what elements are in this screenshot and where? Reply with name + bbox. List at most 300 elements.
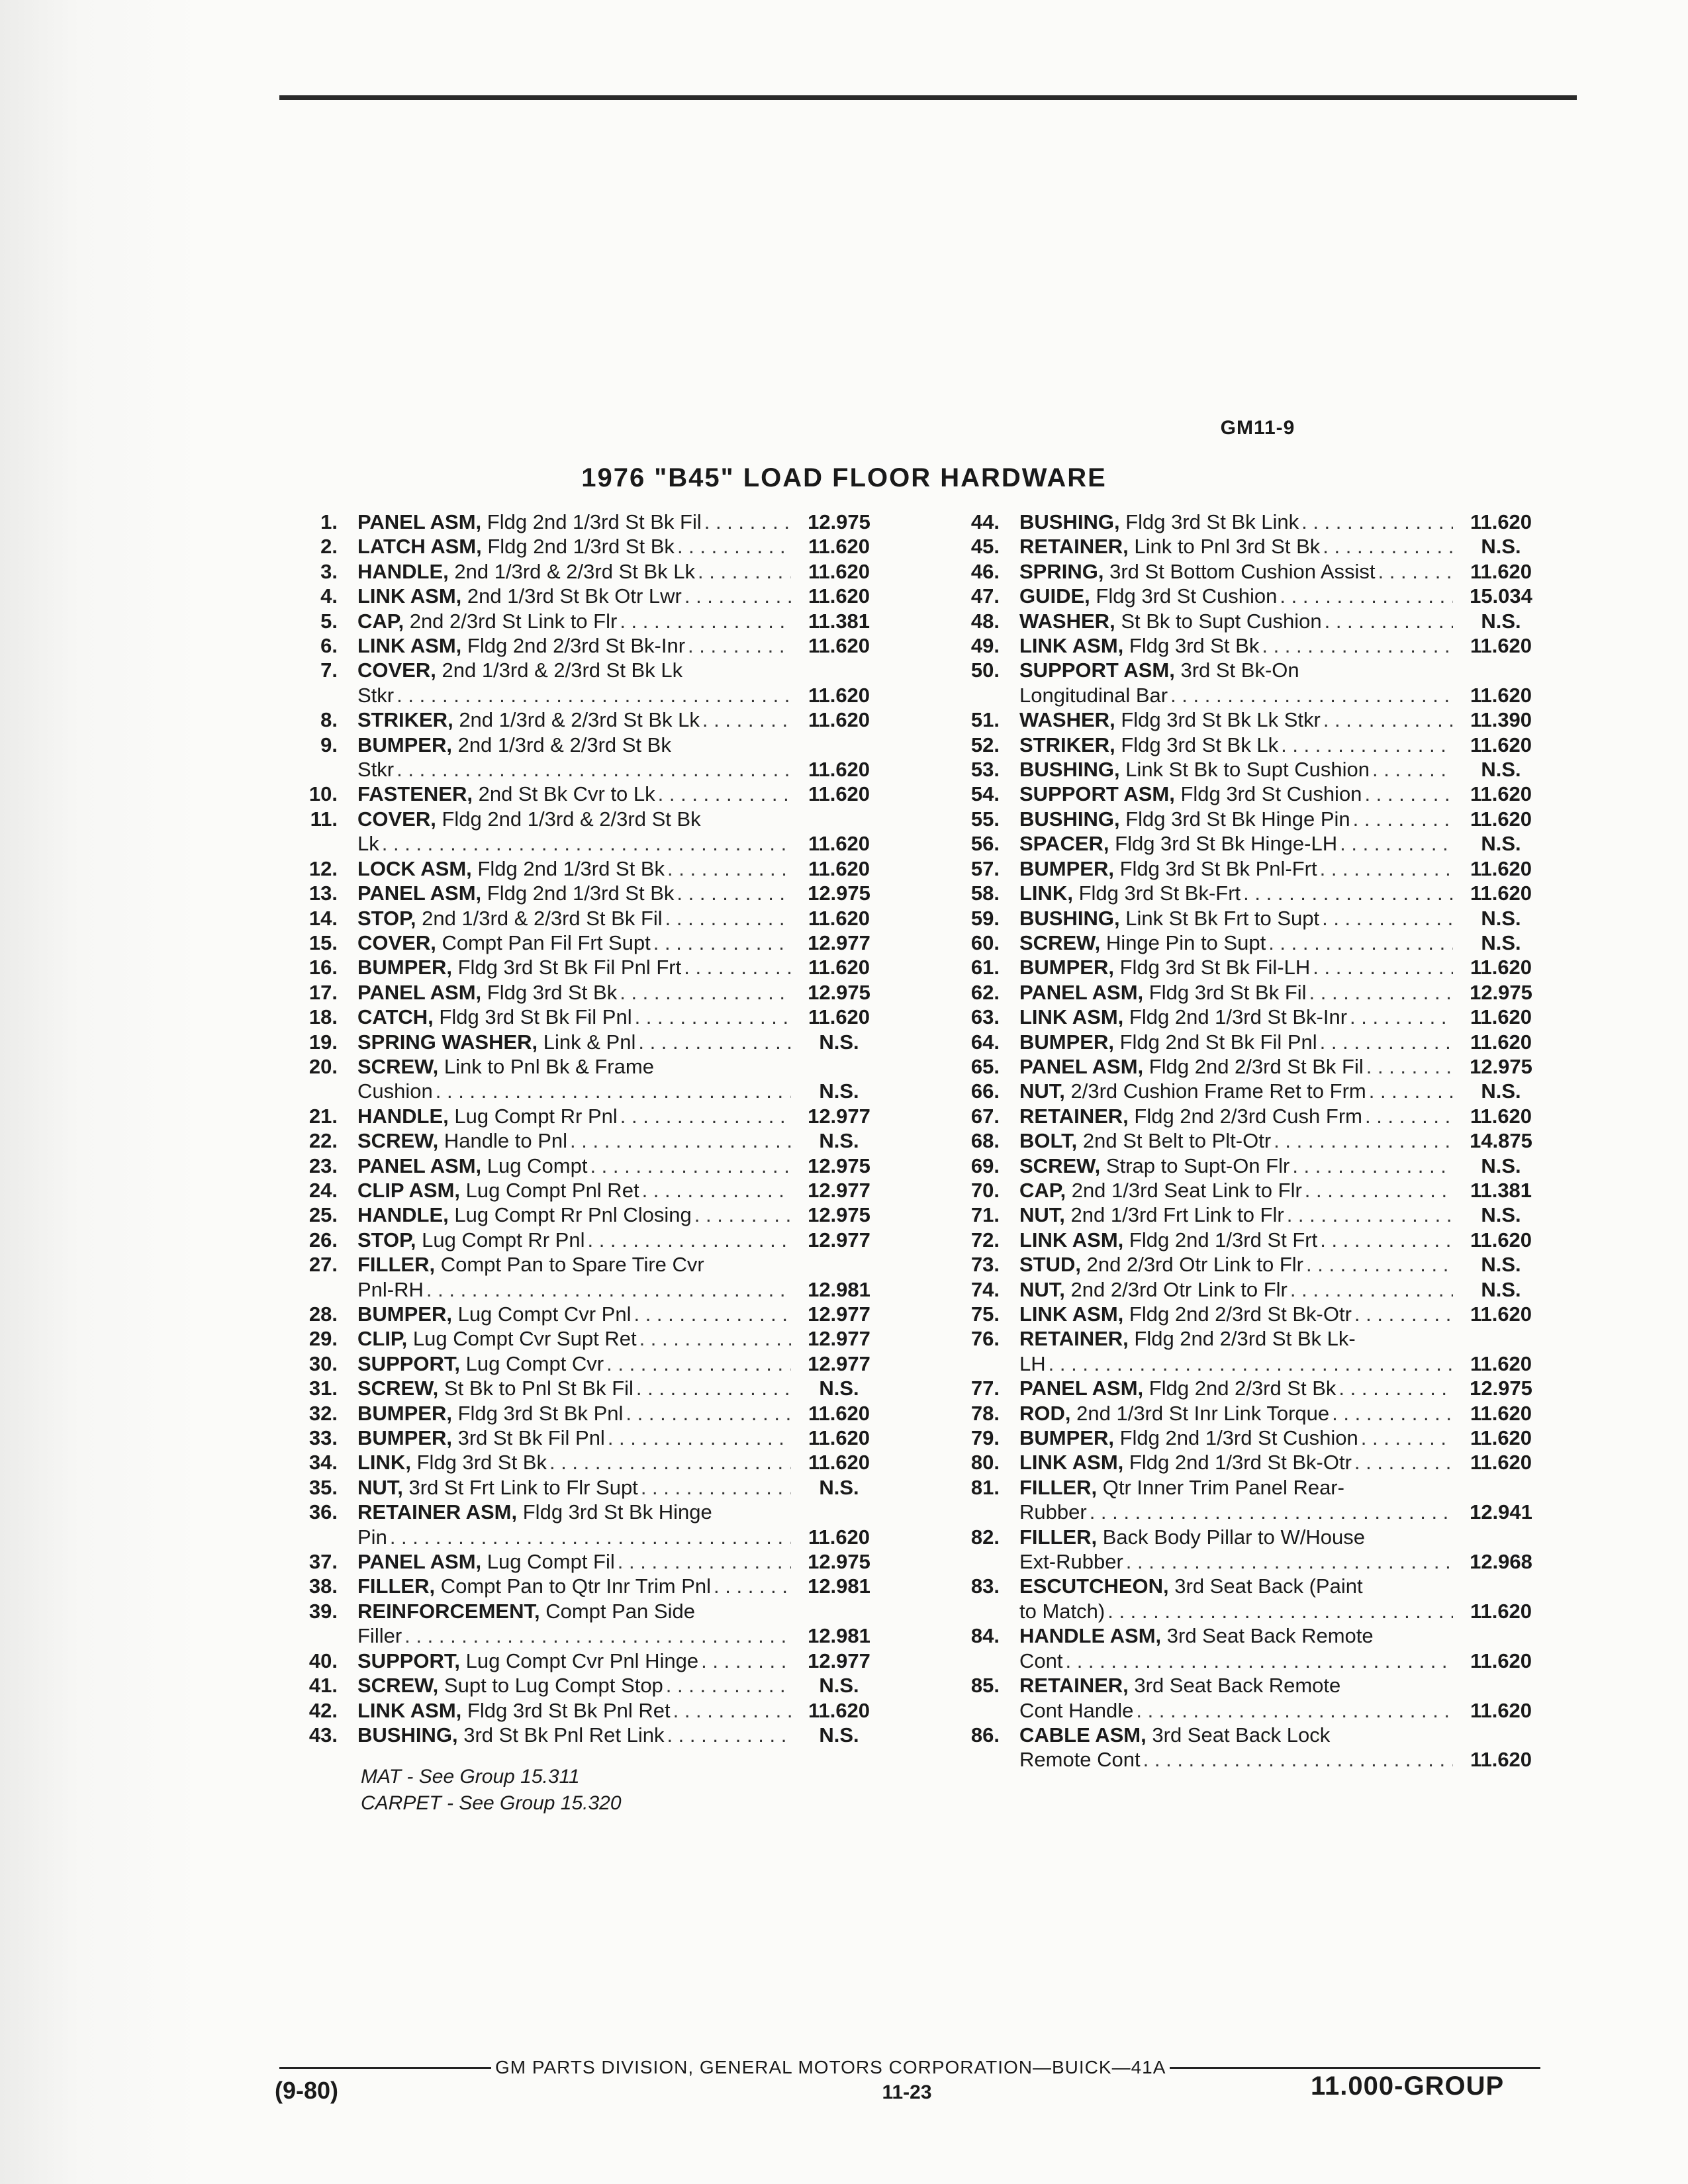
part-number: 31. — [308, 1377, 338, 1400]
part-line — [1019, 1574, 1549, 1598]
part-item — [947, 1154, 1549, 1178]
part-number: 21. — [308, 1104, 338, 1128]
leader-dots — [1141, 1747, 1453, 1772]
part-line — [357, 906, 887, 931]
part-line — [1019, 1401, 1549, 1426]
leader-dots — [1123, 1549, 1453, 1574]
part-desc: Fldg 2nd 1/3rd St Bk Fil — [487, 510, 702, 533]
part-text — [1019, 707, 1321, 732]
part-item — [285, 584, 887, 608]
part-item — [285, 1326, 887, 1351]
part-name: BUMPER, — [357, 1401, 452, 1425]
group-ref: 11.620 — [1470, 782, 1532, 806]
part-name: BUMPER, — [1019, 956, 1114, 979]
part-text — [1019, 1228, 1317, 1252]
part-name: PANEL ASM, — [357, 1154, 482, 1177]
part-name: SCREW, — [357, 1054, 439, 1078]
group-ref: 11.620 — [1470, 1030, 1532, 1054]
leader-dots — [665, 856, 791, 881]
group-ref: 15.034 — [1470, 584, 1532, 608]
part-line — [357, 1549, 887, 1574]
part-number: 54. — [970, 782, 1000, 806]
part-item — [947, 584, 1549, 608]
part-item — [285, 1178, 887, 1203]
part-number: 63. — [970, 1005, 1000, 1029]
part-line — [1019, 733, 1549, 757]
group-ref: 11.620 — [808, 1451, 870, 1475]
group-ref: N.S. — [1481, 1079, 1521, 1103]
part-description-block — [1000, 1104, 1549, 1128]
part-line — [357, 707, 887, 732]
leader-dots — [1299, 510, 1453, 534]
part-line — [1019, 1154, 1549, 1178]
part-number: 16. — [308, 956, 338, 979]
part-number: 62. — [970, 980, 1000, 1004]
part-text — [1019, 1747, 1141, 1772]
part-description-block — [338, 1104, 887, 1128]
part-text — [1019, 980, 1307, 1005]
group-ref: N.S. — [1481, 832, 1521, 856]
part-line — [1019, 1178, 1549, 1203]
part-description-block — [338, 881, 887, 905]
part-number: 9. — [320, 733, 338, 756]
part-line — [1019, 1252, 1549, 1277]
group-ref: 11.620 — [1470, 1426, 1532, 1450]
part-line — [1019, 1623, 1549, 1648]
part-item — [285, 1302, 887, 1326]
part-number: 30. — [308, 1351, 338, 1375]
part-desc: Link St Bk to Supt Cushion — [1125, 758, 1370, 782]
part-text — [357, 1154, 587, 1178]
part-name: ESCUTCHEON, — [1019, 1574, 1169, 1598]
part-name: HANDLE ASM, — [1019, 1624, 1162, 1648]
part-description-block — [1000, 633, 1549, 658]
part-text — [1019, 1649, 1062, 1673]
leader-dots — [1278, 733, 1453, 757]
part-text — [1019, 1302, 1352, 1326]
part-item — [285, 534, 887, 559]
part-desc: Link to Pnl 3rd St Bk — [1134, 535, 1321, 559]
group-ref: 11.620 — [1470, 1351, 1532, 1375]
part-line — [1019, 1450, 1549, 1475]
part-desc: Lug Compt Cvr Pnl — [457, 1302, 632, 1326]
part-name: LINK, — [1019, 882, 1073, 905]
part-description-block — [1000, 1128, 1549, 1153]
part-desc: LH — [1019, 1351, 1046, 1375]
part-number: 72. — [970, 1228, 1000, 1251]
part-text — [357, 1079, 433, 1103]
part-description-block — [338, 1401, 887, 1426]
part-description-block — [338, 1351, 887, 1376]
part-desc: 2nd 2/3rd St Link to Flr — [409, 609, 618, 633]
page-edge-shading — [0, 0, 199, 2184]
group-ref: 14.875 — [1470, 1129, 1532, 1153]
group-ref: 11.620 — [1470, 1302, 1532, 1326]
group-ref: N.S. — [1481, 1277, 1521, 1301]
part-item — [285, 1154, 887, 1178]
part-desc: Fldg 2nd 1/3rd St Cushion — [1119, 1426, 1358, 1450]
part-line — [357, 1104, 887, 1128]
part-number: 3. — [320, 559, 338, 583]
illustration-code: GM11-9 — [1220, 417, 1295, 439]
leader-dots — [1352, 1302, 1453, 1326]
part-number: 14. — [308, 906, 338, 930]
part-number: 23. — [308, 1154, 338, 1177]
part-line — [357, 534, 887, 559]
part-desc: Fldg 3rd St Bk Lk Stkr — [1121, 708, 1321, 732]
leader-dots — [1358, 1426, 1453, 1450]
part-line — [1019, 1747, 1549, 1772]
part-text — [1019, 782, 1362, 806]
part-text — [357, 807, 701, 831]
part-line — [357, 1673, 887, 1698]
part-number: 69. — [970, 1154, 1000, 1177]
part-number: 20. — [308, 1054, 338, 1078]
group-ref: 12.981 — [808, 1624, 870, 1648]
part-text — [357, 1525, 387, 1549]
part-text — [1019, 683, 1168, 707]
leader-dots — [635, 1030, 791, 1054]
part-text — [1019, 1426, 1358, 1450]
part-description-block — [338, 1203, 887, 1227]
leader-dots — [698, 1649, 791, 1673]
part-name: STOP, — [357, 906, 416, 930]
part-text — [1019, 757, 1370, 782]
part-item — [947, 1574, 1549, 1623]
part-number: 84. — [970, 1624, 1000, 1648]
part-desc: Fldg 3rd St Cushion — [1096, 584, 1278, 608]
part-text — [1019, 1450, 1352, 1475]
part-description-block — [338, 733, 887, 782]
part-description-block — [1000, 658, 1549, 707]
part-name: LINK ASM, — [1019, 1302, 1124, 1326]
part-number: 45. — [970, 535, 1000, 559]
part-line — [357, 1351, 887, 1376]
part-text — [1019, 1475, 1344, 1500]
part-text — [357, 1426, 605, 1450]
part-line — [357, 757, 887, 782]
part-line — [1019, 1549, 1549, 1574]
group-ref: 12.981 — [808, 1277, 870, 1301]
part-desc: Lug Compt Rr Pnl — [454, 1104, 618, 1128]
part-line — [357, 683, 887, 707]
part-desc: Fldg 2nd 1/3rd & 2/3rd St Bk — [442, 807, 701, 831]
part-number: 85. — [970, 1674, 1000, 1698]
part-item — [285, 1351, 887, 1376]
part-text — [357, 1723, 664, 1747]
part-item — [285, 1549, 887, 1574]
part-text — [1019, 1079, 1366, 1103]
part-number: 8. — [320, 708, 338, 732]
part-item — [285, 906, 887, 931]
part-text — [1019, 931, 1266, 955]
part-item — [947, 1450, 1549, 1475]
part-number: 57. — [970, 856, 1000, 880]
leader-dots — [651, 931, 791, 955]
part-desc: Back Body Pillar to W/House — [1102, 1525, 1365, 1549]
part-item — [285, 1673, 887, 1698]
part-text — [1019, 807, 1350, 831]
part-line — [357, 559, 887, 584]
part-desc: Qtr Inner Trim Panel Rear- — [1102, 1475, 1344, 1499]
part-name: PANEL ASM, — [1019, 1377, 1144, 1400]
part-line — [1019, 1203, 1549, 1227]
group-ref: 12.977 — [808, 1327, 870, 1351]
part-item — [947, 782, 1549, 806]
part-desc: Compt Pan to Spare Tire Cvr — [440, 1253, 704, 1277]
part-number: 26. — [308, 1228, 338, 1251]
part-line — [1019, 1525, 1549, 1549]
part-number: 55. — [970, 807, 1000, 831]
group-ref: 11.620 — [1470, 1451, 1532, 1475]
group-ref: 11.620 — [1470, 733, 1532, 756]
group-ref: 12.977 — [808, 1351, 870, 1375]
part-text — [1019, 658, 1299, 682]
part-description-block — [1000, 1401, 1549, 1426]
part-name: BUMPER, — [1019, 1426, 1114, 1450]
notes-block — [361, 1764, 622, 1817]
part-line — [357, 1599, 887, 1623]
leader-dots — [1133, 1698, 1453, 1723]
part-number: 66. — [970, 1079, 1000, 1103]
part-item — [947, 1277, 1549, 1302]
part-item — [947, 1054, 1549, 1079]
leader-dots — [623, 1401, 791, 1426]
part-line — [357, 658, 887, 682]
part-number: 29. — [308, 1327, 338, 1351]
part-text — [357, 510, 702, 534]
part-number: 27. — [308, 1253, 338, 1277]
part-item — [285, 707, 887, 732]
part-line — [357, 1203, 887, 1227]
part-number: 71. — [970, 1203, 1000, 1227]
part-description-block — [338, 1698, 887, 1723]
leader-dots — [1271, 1128, 1453, 1153]
part-description-block — [1000, 1623, 1549, 1673]
part-number: 28. — [308, 1302, 338, 1326]
part-name: STUD, — [1019, 1253, 1081, 1277]
part-description-block — [1000, 584, 1549, 608]
part-item — [947, 658, 1549, 707]
part-item — [947, 1252, 1549, 1277]
leader-dots — [587, 1154, 791, 1178]
part-name: LINK ASM, — [357, 584, 462, 608]
footer-page-number: 11-23 — [882, 2081, 932, 2103]
part-description-block — [338, 658, 887, 707]
part-number: 86. — [970, 1723, 1000, 1747]
part-line — [357, 955, 887, 979]
part-text — [1019, 534, 1320, 559]
part-name: SCREW, — [357, 1129, 439, 1153]
group-ref: 11.381 — [808, 609, 870, 633]
part-line — [357, 1426, 887, 1450]
group-ref: 11.620 — [808, 1005, 870, 1029]
leader-dots — [617, 609, 791, 633]
part-desc: Lug Compt Fil — [487, 1550, 615, 1574]
part-item — [285, 782, 887, 806]
part-description-block — [1000, 559, 1549, 584]
part-item — [285, 1401, 887, 1426]
leader-dots — [633, 1376, 791, 1400]
part-number: 36. — [308, 1500, 338, 1524]
part-number: 83. — [970, 1574, 1000, 1598]
part-desc: Fldg 2nd 2/3rd St Bk-Otr — [1129, 1302, 1352, 1326]
group-ref: 11.620 — [1470, 856, 1532, 880]
group-ref: 12.977 — [808, 1178, 870, 1202]
leader-dots — [675, 534, 791, 559]
part-text — [357, 534, 675, 559]
part-line — [1019, 1673, 1549, 1698]
part-item — [285, 1104, 887, 1128]
part-description-block — [1000, 1054, 1549, 1079]
part-line — [1019, 1030, 1549, 1054]
part-number: 15. — [308, 931, 338, 954]
group-ref: 11.620 — [1470, 1104, 1532, 1128]
part-number: 13. — [308, 882, 338, 905]
footer-rule-left — [279, 2067, 491, 2069]
part-description-block — [338, 906, 887, 931]
part-text — [1019, 1525, 1365, 1549]
part-line — [1019, 906, 1549, 931]
part-desc: Handle to Pnl — [444, 1129, 568, 1153]
part-text — [357, 1104, 618, 1128]
part-line — [1019, 782, 1549, 806]
part-item — [947, 707, 1549, 732]
part-description-block — [1000, 534, 1549, 559]
leader-dots — [1310, 955, 1453, 979]
part-item — [947, 807, 1549, 831]
group-ref: 12.975 — [808, 882, 870, 905]
part-description-block — [1000, 733, 1549, 757]
part-name: NUT, — [1019, 1079, 1065, 1103]
part-description-block — [338, 1376, 887, 1400]
footer-date: (9-80) — [275, 2077, 339, 2104]
part-description-block — [1000, 807, 1549, 831]
group-ref: N.S. — [1481, 931, 1521, 954]
part-name: COVER, — [357, 807, 436, 831]
part-line — [1019, 1351, 1549, 1376]
group-ref: 11.620 — [1470, 1005, 1532, 1029]
part-description-block — [1000, 1005, 1549, 1029]
part-item — [285, 980, 887, 1005]
part-description-block — [1000, 1079, 1549, 1103]
part-text — [1019, 1203, 1284, 1227]
part-description-block — [1000, 1154, 1549, 1178]
part-desc: Fldg 2nd 1/3rd St Bk — [487, 535, 675, 559]
part-text — [357, 1351, 604, 1376]
part-description-block — [1000, 782, 1549, 806]
part-desc: Lug Compt Cvr — [465, 1351, 604, 1375]
group-ref: N.S. — [1481, 906, 1521, 930]
part-line — [1019, 831, 1549, 856]
part-text — [357, 856, 665, 881]
part-desc: 3rd Seat Back Lock — [1152, 1723, 1331, 1747]
part-line — [1019, 1698, 1549, 1723]
leader-dots — [1317, 856, 1453, 881]
part-text — [1019, 733, 1278, 757]
leader-dots — [664, 1723, 791, 1747]
part-line — [1019, 931, 1549, 955]
part-desc: 2nd 2/3rd Otr Link to Flr — [1086, 1253, 1303, 1277]
part-name: HANDLE, — [357, 1104, 449, 1128]
part-line — [357, 1228, 887, 1252]
part-desc: Lug Compt Cvr Pnl Hinge — [465, 1649, 699, 1672]
part-line — [1019, 1599, 1549, 1623]
part-number: 73. — [970, 1253, 1000, 1277]
part-name: BUMPER, — [1019, 856, 1114, 880]
part-description-block — [338, 584, 887, 608]
leader-dots — [671, 1698, 791, 1723]
part-text — [1019, 1673, 1340, 1698]
part-description-block — [338, 1475, 887, 1500]
part-name: BUMPER, — [357, 956, 452, 979]
part-description-block — [1000, 757, 1549, 782]
part-item — [285, 559, 887, 584]
part-desc: Lug Compt Rr Pnl Closing — [454, 1203, 692, 1227]
part-line — [1019, 1475, 1549, 1500]
part-line — [1019, 881, 1549, 905]
part-description-block — [1000, 931, 1549, 955]
leader-dots — [711, 1574, 791, 1598]
part-line — [1019, 1228, 1549, 1252]
part-line — [1019, 1500, 1549, 1524]
part-description-block — [338, 1178, 887, 1203]
part-line — [357, 856, 887, 881]
part-number: 78. — [970, 1401, 1000, 1425]
group-ref: N.S. — [1481, 758, 1521, 782]
part-description-block — [338, 1500, 887, 1549]
part-line — [1019, 955, 1549, 979]
leader-dots — [1370, 757, 1453, 782]
part-name: FILLER, — [1019, 1475, 1098, 1499]
group-ref: 11.620 — [808, 708, 870, 732]
part-item — [947, 534, 1549, 559]
part-item — [947, 1178, 1549, 1203]
note-mat: MAT - See Group 15.311 — [361, 1766, 580, 1788]
part-desc: 3rd Seat Back Remote — [1134, 1674, 1341, 1698]
part-number: 49. — [970, 634, 1000, 658]
part-text — [1019, 1154, 1289, 1178]
part-line — [357, 881, 887, 905]
part-item — [285, 931, 887, 955]
part-desc: Fldg 3rd St Bk Fil Pnl — [439, 1005, 632, 1029]
part-desc: to Match) — [1019, 1599, 1105, 1623]
part-description-block — [338, 707, 887, 732]
part-description-block — [338, 1252, 887, 1302]
part-name: HANDLE, — [357, 1203, 449, 1227]
part-item — [947, 931, 1549, 955]
part-desc: Remote Cont — [1019, 1748, 1141, 1772]
part-description-block — [1000, 1277, 1549, 1302]
part-description-block — [338, 510, 887, 534]
part-number: 35. — [308, 1475, 338, 1499]
leader-dots — [1317, 1228, 1453, 1252]
part-name: SCREW, — [1019, 931, 1101, 954]
part-line — [357, 1128, 887, 1153]
part-description-block — [1000, 1723, 1549, 1772]
part-line — [1019, 1302, 1549, 1326]
part-item — [285, 1228, 887, 1252]
leader-dots — [1352, 1450, 1453, 1475]
leader-dots — [585, 1228, 791, 1252]
part-number: 43. — [308, 1723, 338, 1747]
leader-dots — [681, 955, 791, 979]
part-name: BUMPER, — [357, 1426, 452, 1450]
part-text — [1019, 584, 1277, 608]
group-ref: 12.981 — [808, 1574, 870, 1598]
part-item — [285, 1005, 887, 1029]
group-ref: 12.975 — [1470, 980, 1532, 1004]
